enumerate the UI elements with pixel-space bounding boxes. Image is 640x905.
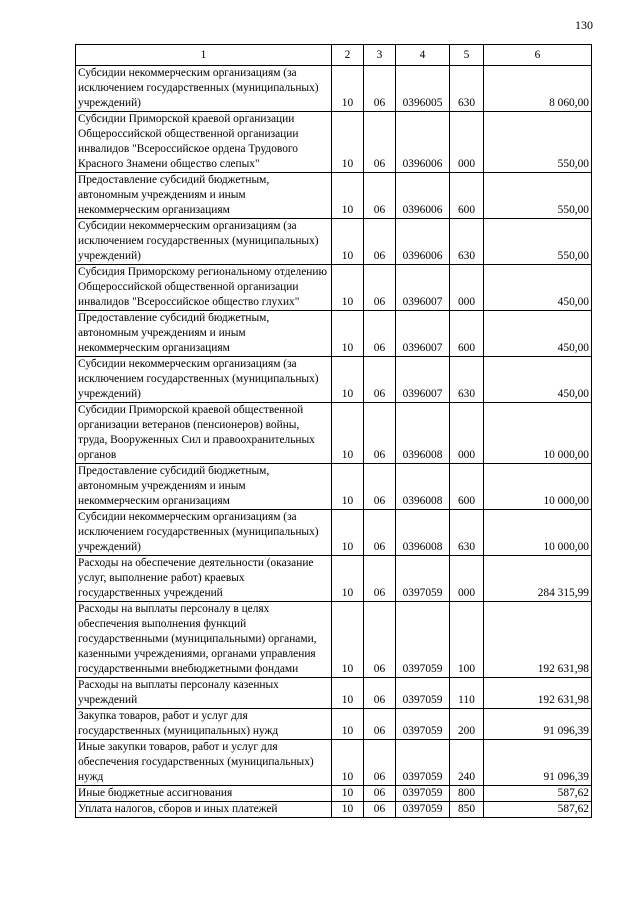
target-article-cell: 0397059 [396, 786, 450, 802]
table-row [76, 219, 592, 265]
amount-cell: 550,00 [484, 173, 592, 219]
column-header: 2 [332, 45, 364, 66]
amount-cell: 450,00 [484, 265, 592, 311]
column-header: 4 [396, 45, 450, 66]
target-article-cell: 0396005 [396, 66, 450, 112]
expense-type-cell: 600 [450, 464, 484, 510]
subsection-code-cell: 06 [364, 556, 396, 602]
section-code-cell: 10 [332, 357, 364, 403]
table-row [76, 786, 592, 802]
item-name-cell: Закупка товаров, работ и услуг для государственных (муниципальных) нужд [76, 709, 332, 740]
target-article-cell: 0397059 [396, 740, 450, 786]
item-name-cell: Расходы на обеспечение деятельности (оказание услуг, выполнение работ) краевых государственных учреждений [76, 556, 332, 602]
section-code-cell: 10 [332, 173, 364, 219]
subsection-code-cell: 06 [364, 709, 396, 740]
subsection-code-cell: 06 [364, 219, 396, 265]
item-name-cell: Предоставление субсидий бюджетным, автономным учреждениям и иным некоммерческим организациям [76, 464, 332, 510]
target-article-cell: 0396008 [396, 464, 450, 510]
expense-type-cell: 630 [450, 66, 484, 112]
amount-cell: 450,00 [484, 357, 592, 403]
amount-cell: 284 315,99 [484, 556, 592, 602]
expense-type-cell: 800 [450, 786, 484, 802]
subsection-code-cell: 06 [364, 311, 396, 357]
amount-cell: 550,00 [484, 112, 592, 173]
item-name-cell: Субсидии Приморской краевой общественной организации ветеранов (пенсионеров) войны, труда, Вооруженных Сил и правоохранительных органов [76, 403, 332, 464]
item-name-cell: Иные закупки товаров, работ и услуг для обеспечения государственных (муниципальных) нужд [76, 740, 332, 786]
expense-type-cell: 600 [450, 311, 484, 357]
item-name-cell: Субсидии некоммерческим организациям (за исключением государственных (муниципальных) учреждений) [76, 510, 332, 556]
table-row [76, 403, 592, 464]
amount-cell: 587,62 [484, 802, 592, 818]
expense-type-cell: 000 [450, 112, 484, 173]
table-row [76, 357, 592, 403]
target-article-cell: 0396008 [396, 403, 450, 464]
target-article-cell: 0396008 [396, 510, 450, 556]
subsection-code-cell: 06 [364, 464, 396, 510]
target-article-cell: 0397059 [396, 709, 450, 740]
item-name-cell: Субсидии некоммерческим организациям (за исключением государственных (муниципальных) учреждений) [76, 357, 332, 403]
section-code-cell: 10 [332, 602, 364, 678]
target-article-cell: 0396006 [396, 219, 450, 265]
target-article-cell: 0396007 [396, 311, 450, 357]
table-row [76, 265, 592, 311]
column-header: 5 [450, 45, 484, 66]
section-code-cell: 10 [332, 510, 364, 556]
section-code-cell: 10 [332, 740, 364, 786]
page-number: 130 [575, 18, 593, 32]
table-row [76, 602, 592, 678]
subsection-code-cell: 06 [364, 786, 396, 802]
subsection-code-cell: 06 [364, 66, 396, 112]
section-code-cell: 10 [332, 112, 364, 173]
expense-type-cell: 100 [450, 602, 484, 678]
target-article-cell: 0396006 [396, 173, 450, 219]
section-code-cell: 10 [332, 802, 364, 818]
subsection-code-cell: 06 [364, 112, 396, 173]
item-name-cell: Уплата налогов, сборов и иных платежей [76, 802, 332, 818]
amount-cell: 91 096,39 [484, 740, 592, 786]
table-row [76, 112, 592, 173]
item-name-cell: Субсидии некоммерческим организациям (за исключением государственных (муниципальных) учреждений) [76, 219, 332, 265]
expense-type-cell: 240 [450, 740, 484, 786]
amount-cell: 450,00 [484, 311, 592, 357]
expense-type-cell: 850 [450, 802, 484, 818]
expense-type-cell: 000 [450, 265, 484, 311]
amount-cell: 192 631,98 [484, 678, 592, 709]
item-name-cell: Предоставление субсидий бюджетным, автономным учреждениям и иным некоммерческим организациям [76, 173, 332, 219]
section-code-cell: 10 [332, 219, 364, 265]
amount-cell: 10 000,00 [484, 464, 592, 510]
expense-type-cell: 110 [450, 678, 484, 709]
expense-type-cell: 630 [450, 510, 484, 556]
table-body [76, 66, 592, 818]
table-row [76, 311, 592, 357]
subsection-code-cell: 06 [364, 173, 396, 219]
section-code-cell: 10 [332, 265, 364, 311]
target-article-cell: 0397059 [396, 802, 450, 818]
section-code-cell: 10 [332, 66, 364, 112]
target-article-cell: 0397059 [396, 556, 450, 602]
subsection-code-cell: 06 [364, 357, 396, 403]
table-row [76, 464, 592, 510]
target-article-cell: 0397059 [396, 602, 450, 678]
item-name-cell: Расходы на выплаты персоналу в целях обеспечения выполнения функций государственными (муниципальными) органами, казенными учреждениями, органами управления государственными внебюджетными фондами [76, 602, 332, 678]
table-row [76, 173, 592, 219]
table-row [76, 709, 592, 740]
section-code-cell: 10 [332, 556, 364, 602]
target-article-cell: 0396007 [396, 357, 450, 403]
table-row [76, 556, 592, 602]
table-header-row [76, 45, 592, 66]
item-name-cell: Предоставление субсидий бюджетным, автономным учреждениям и иным некоммерческим организациям [76, 311, 332, 357]
subsection-code-cell: 06 [364, 678, 396, 709]
column-header: 1 [76, 45, 332, 66]
amount-cell: 10 000,00 [484, 403, 592, 464]
item-name-cell: Субсидии Приморской краевой организации Общероссийской общественной организации инвалидов "Всероссийское ордена Трудового Красного Знамени общество слепых" [76, 112, 332, 173]
section-code-cell: 10 [332, 786, 364, 802]
item-name-cell: Субсидии некоммерческим организациям (за исключением государственных (муниципальных) учреждений) [76, 66, 332, 112]
section-code-cell: 10 [332, 464, 364, 510]
table-row [76, 802, 592, 818]
budget-table [75, 44, 592, 818]
target-article-cell: 0397059 [396, 678, 450, 709]
expense-type-cell: 630 [450, 357, 484, 403]
subsection-code-cell: 06 [364, 265, 396, 311]
expense-type-cell: 600 [450, 173, 484, 219]
item-name-cell: Иные бюджетные ассигнования [76, 786, 332, 802]
amount-cell: 550,00 [484, 219, 592, 265]
item-name-cell: Расходы на выплаты персоналу казенных учреждений [76, 678, 332, 709]
amount-cell: 8 060,00 [484, 66, 592, 112]
amount-cell: 91 096,39 [484, 709, 592, 740]
amount-cell: 192 631,98 [484, 602, 592, 678]
subsection-code-cell: 06 [364, 403, 396, 464]
subsection-code-cell: 06 [364, 602, 396, 678]
section-code-cell: 10 [332, 403, 364, 464]
target-article-cell: 0396006 [396, 112, 450, 173]
table-row [76, 66, 592, 112]
subsection-code-cell: 06 [364, 740, 396, 786]
amount-cell: 587,62 [484, 786, 592, 802]
table-row [76, 678, 592, 709]
expense-type-cell: 000 [450, 556, 484, 602]
expense-type-cell: 630 [450, 219, 484, 265]
section-code-cell: 10 [332, 311, 364, 357]
section-code-cell: 10 [332, 678, 364, 709]
target-article-cell: 0396007 [396, 265, 450, 311]
subsection-code-cell: 06 [364, 802, 396, 818]
table-row [76, 740, 592, 786]
table-row [76, 510, 592, 556]
subsection-code-cell: 06 [364, 510, 396, 556]
expense-type-cell: 000 [450, 403, 484, 464]
section-code-cell: 10 [332, 709, 364, 740]
amount-cell: 10 000,00 [484, 510, 592, 556]
column-header: 3 [364, 45, 396, 66]
column-header: 6 [484, 45, 592, 66]
expense-type-cell: 200 [450, 709, 484, 740]
item-name-cell: Субсидия Приморскому региональному отделению Общероссийской общественной организации инвалидов "Всероссийское общество глухих" [76, 265, 332, 311]
